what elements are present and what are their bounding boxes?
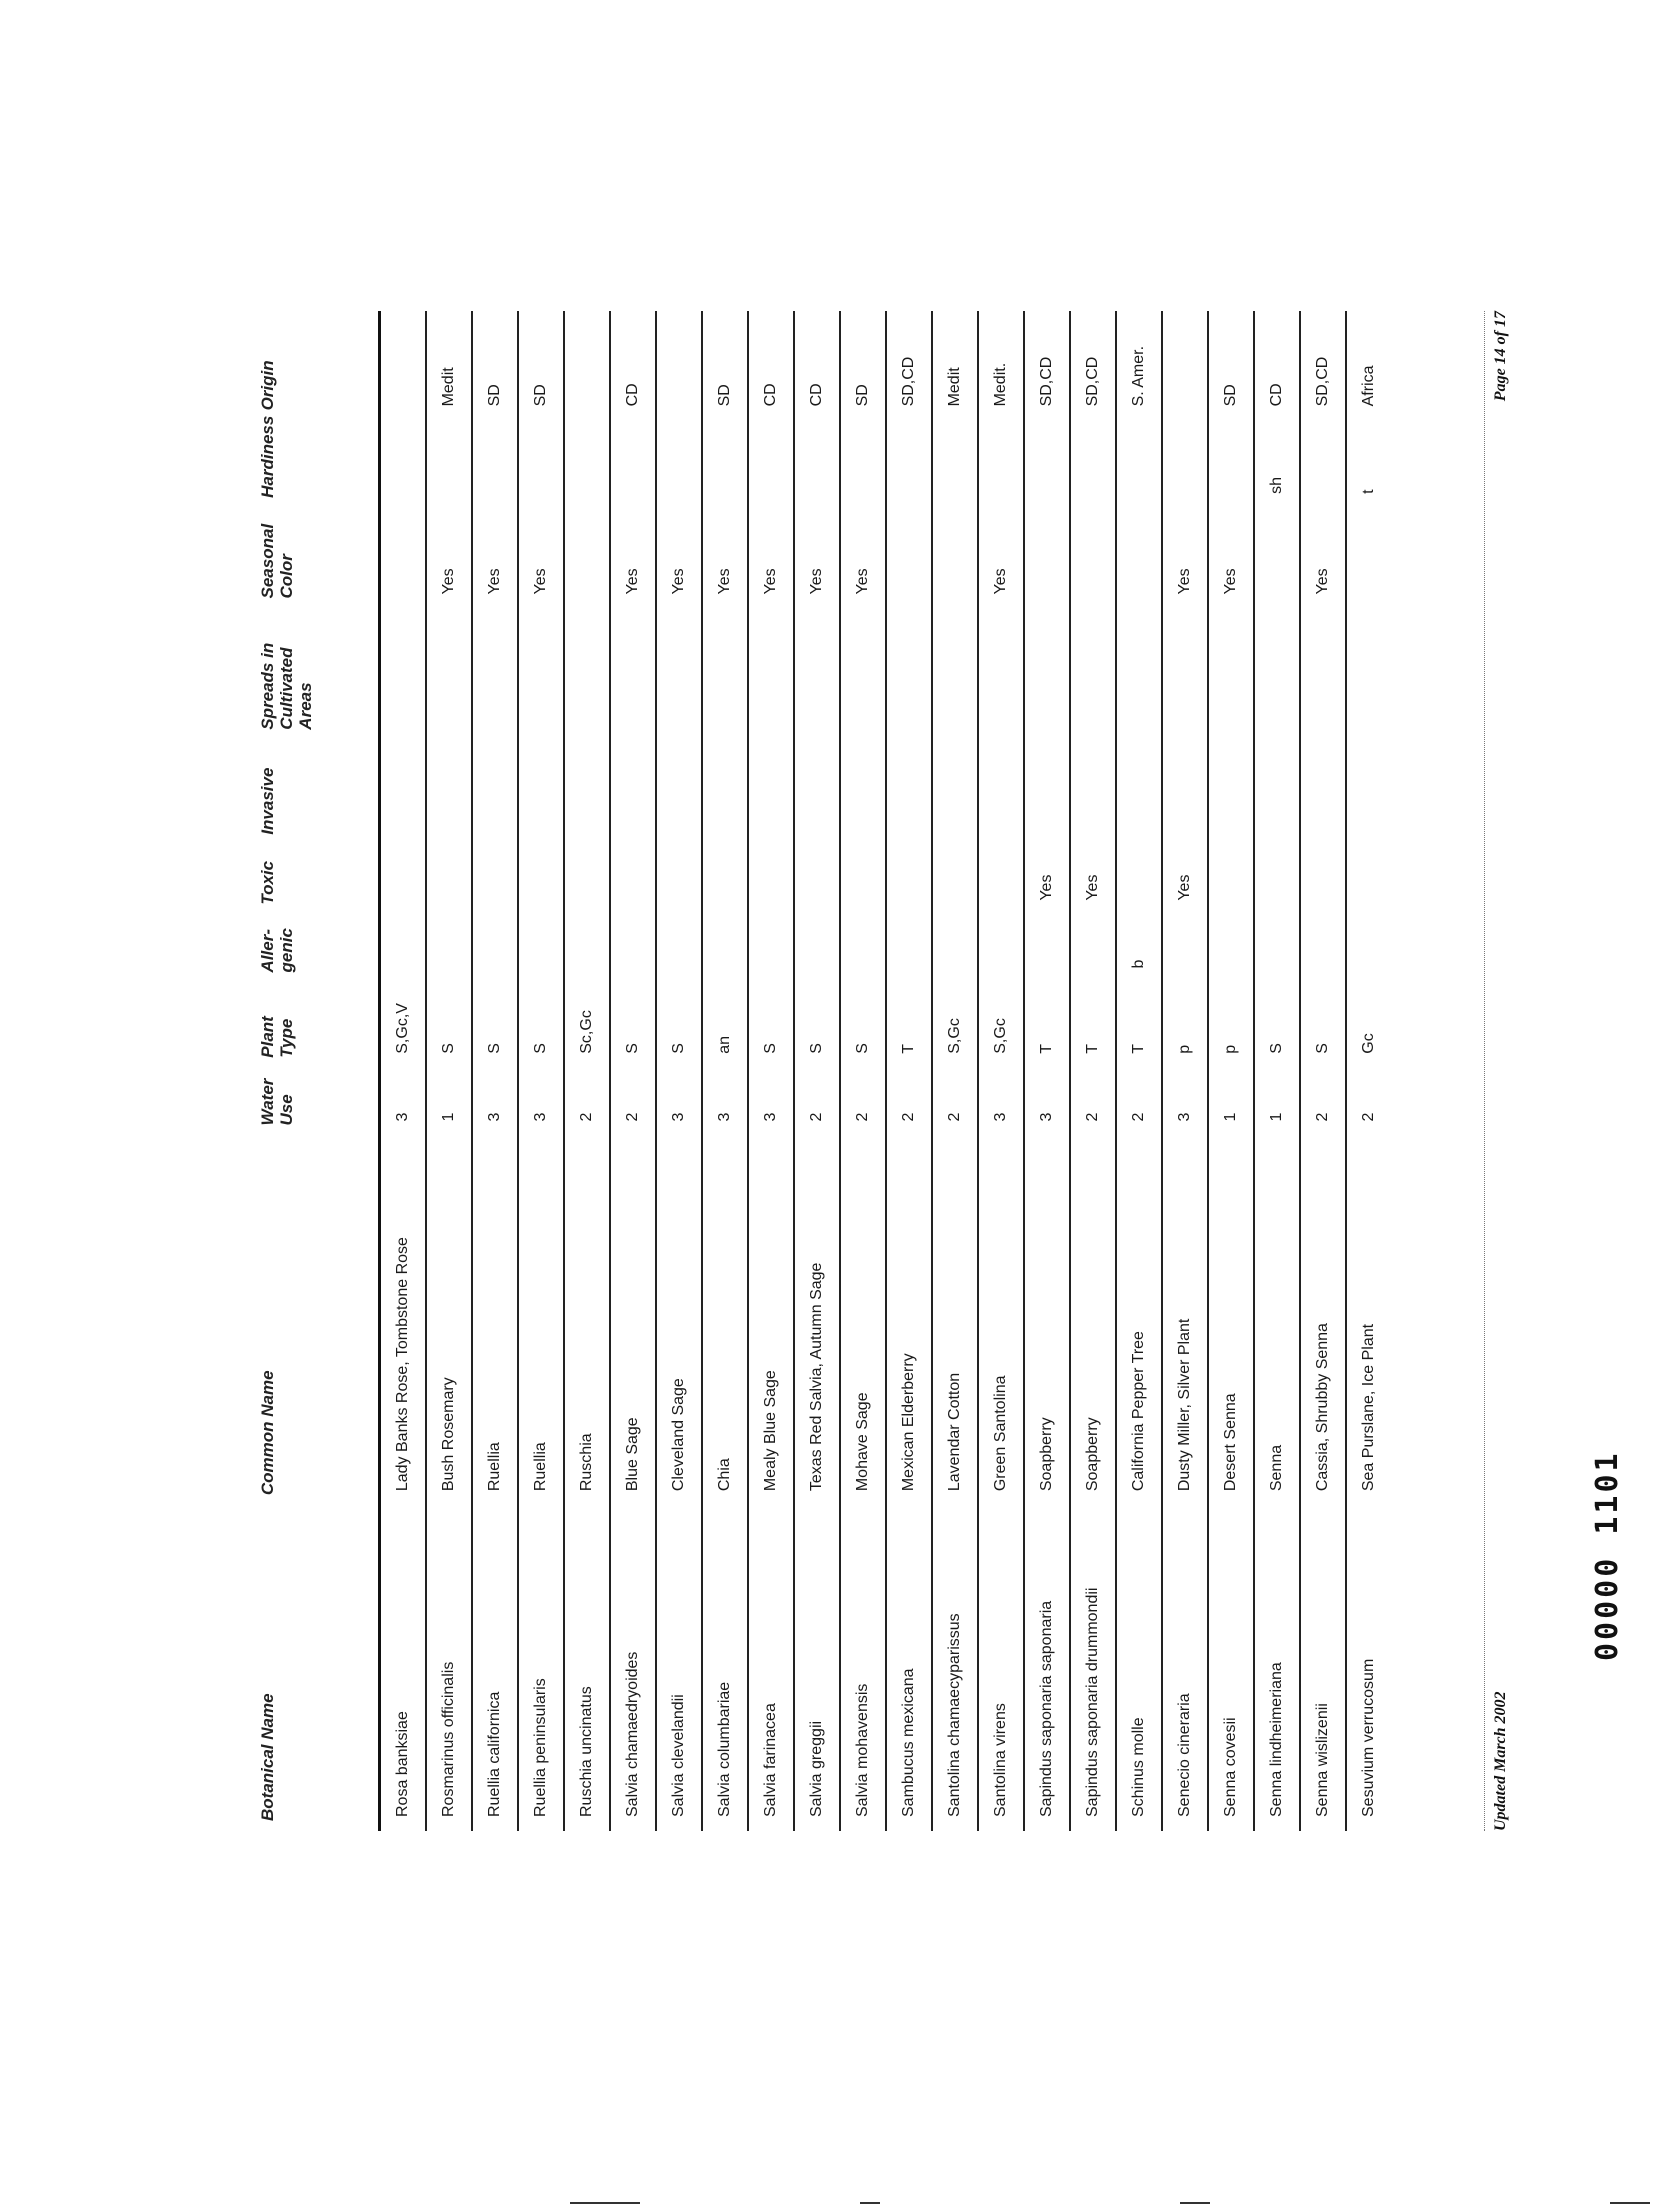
cell-toxic bbox=[1254, 845, 1300, 915]
cell-hardiness bbox=[1208, 420, 1254, 507]
cell-hardiness bbox=[1116, 420, 1162, 507]
cell-botanical: Salvia chamaedryoides bbox=[610, 1505, 656, 1831]
cell-invasive bbox=[1070, 740, 1116, 845]
cell-hardiness bbox=[1070, 420, 1116, 507]
table-row bbox=[1024, 311, 1070, 1831]
cell-origin: Medit bbox=[932, 311, 978, 420]
cell-plant: S bbox=[1300, 982, 1346, 1067]
cell-origin: SD bbox=[702, 311, 748, 420]
cell-origin bbox=[380, 311, 427, 420]
cell-allergenic bbox=[1070, 915, 1116, 983]
table-row bbox=[1254, 311, 1300, 1831]
cell-water: 1 bbox=[426, 1068, 472, 1136]
cell-water: 3 bbox=[702, 1068, 748, 1136]
cell-allergenic bbox=[1024, 915, 1070, 983]
cell-plant: S bbox=[518, 982, 564, 1067]
cell-toxic bbox=[886, 845, 932, 915]
header-origin: Origin bbox=[258, 360, 277, 411]
cell-toxic bbox=[748, 845, 794, 915]
cell-toxic bbox=[1116, 845, 1162, 915]
cell-invasive bbox=[1254, 740, 1300, 845]
cell-common: Ruellia bbox=[518, 1136, 564, 1506]
page-footer bbox=[1480, 311, 1520, 1831]
cell-seasonal bbox=[1254, 508, 1300, 609]
cell-allergenic bbox=[1346, 915, 1391, 983]
cell-water: 3 bbox=[518, 1068, 564, 1136]
cell-seasonal bbox=[932, 508, 978, 609]
cell-allergenic bbox=[840, 915, 886, 983]
cell-water: 2 bbox=[564, 1068, 610, 1136]
cell-plant: Gc bbox=[1346, 982, 1391, 1067]
cell-common: Cassia, Shrubby Senna bbox=[1300, 1136, 1346, 1506]
cell-invasive bbox=[1346, 740, 1391, 845]
cell-seasonal: Yes bbox=[1208, 508, 1254, 609]
header-common-name: Common Name bbox=[258, 1370, 277, 1496]
cell-seasonal: Yes bbox=[1300, 508, 1346, 609]
cell-toxic bbox=[932, 845, 978, 915]
cell-hardiness bbox=[748, 420, 794, 507]
cell-origin bbox=[656, 311, 702, 420]
cell-allergenic bbox=[932, 915, 978, 983]
cell-botanical: Sambucus mexicana bbox=[886, 1505, 932, 1831]
cell-plant: S bbox=[840, 982, 886, 1067]
cell-botanical: Senna wislizenii bbox=[1300, 1505, 1346, 1831]
table-row bbox=[518, 311, 564, 1831]
cell-botanical: Salvia farinacea bbox=[748, 1505, 794, 1831]
cell-allergenic bbox=[1208, 915, 1254, 983]
cell-toxic bbox=[472, 845, 518, 915]
cell-allergenic bbox=[1162, 915, 1208, 983]
cell-spreads bbox=[380, 608, 427, 739]
cell-invasive bbox=[702, 740, 748, 845]
cell-seasonal: Yes bbox=[978, 508, 1024, 609]
cell-water: 2 bbox=[794, 1068, 840, 1136]
cell-seasonal bbox=[380, 508, 427, 609]
cell-plant: T bbox=[1116, 982, 1162, 1067]
cell-origin: SD bbox=[1208, 311, 1254, 420]
cell-botanical: Santolina virens bbox=[978, 1505, 1024, 1831]
cell-common: Texas Red Salvia, Autumn Sage bbox=[794, 1136, 840, 1506]
table-row bbox=[380, 311, 427, 1831]
cell-plant: S,Gc,V bbox=[394, 1003, 411, 1054]
table-row bbox=[1208, 311, 1254, 1831]
header-botanical-name: Botanical Name bbox=[258, 1693, 277, 1821]
cell-spreads bbox=[1070, 608, 1116, 739]
cell-origin: Africa bbox=[1346, 311, 1391, 420]
cell-origin: Medit bbox=[426, 311, 472, 420]
cell-invasive bbox=[472, 740, 518, 845]
cell-toxic bbox=[1300, 845, 1346, 915]
cell-allergenic bbox=[1254, 915, 1300, 983]
cell-botanical: Ruellia peninsularis bbox=[518, 1505, 564, 1831]
cell-plant: Sc,Gc bbox=[564, 982, 610, 1067]
cell-common: Blue Sage bbox=[610, 1136, 656, 1506]
cell-allergenic bbox=[380, 915, 427, 983]
table-row bbox=[610, 311, 656, 1831]
table-body bbox=[380, 311, 1392, 1831]
cell-plant: an bbox=[702, 982, 748, 1067]
cell-toxic: Yes bbox=[1024, 845, 1070, 915]
cell-toxic bbox=[426, 845, 472, 915]
table-row bbox=[564, 311, 610, 1831]
cell-invasive bbox=[1116, 740, 1162, 845]
cell-spreads bbox=[794, 608, 840, 739]
cell-botanical: Salvia clevelandii bbox=[656, 1505, 702, 1831]
document-stamp: 00000 1101 bbox=[1590, 1450, 1625, 1661]
plant-table bbox=[238, 311, 1391, 1831]
cell-plant: S,Gc bbox=[932, 982, 978, 1067]
table-row bbox=[656, 311, 702, 1831]
cell-common: Sea Purslane, Ice Plant bbox=[1346, 1136, 1391, 1506]
table-row bbox=[932, 311, 978, 1831]
cell-common: Ruellia bbox=[472, 1136, 518, 1506]
cell-origin: SD,CD bbox=[886, 311, 932, 420]
cell-hardiness bbox=[564, 420, 610, 507]
cell-botanical: Senna lindheimeriana bbox=[1254, 1505, 1300, 1831]
cell-allergenic bbox=[702, 915, 748, 983]
cell-common: Chia bbox=[702, 1136, 748, 1506]
cell-hardiness bbox=[610, 420, 656, 507]
cell-seasonal: Yes bbox=[794, 508, 840, 609]
cell-hardiness bbox=[840, 420, 886, 507]
cell-seasonal bbox=[1116, 508, 1162, 609]
cell-toxic bbox=[380, 845, 427, 915]
margin-mark bbox=[860, 2202, 880, 2204]
cell-plant: S bbox=[1254, 982, 1300, 1067]
cell-botanical: Salvia greggii bbox=[794, 1505, 840, 1831]
cell-spreads bbox=[1162, 608, 1208, 739]
cell-seasonal: Yes bbox=[748, 508, 794, 609]
cell-allergenic bbox=[794, 915, 840, 983]
cell-toxic bbox=[794, 845, 840, 915]
cell-invasive bbox=[380, 740, 427, 845]
cell-common: Lady Banks Rose, Tombstone Rose bbox=[394, 1237, 411, 1492]
header-spreads: Spreads in Cultivated Areas bbox=[258, 642, 315, 730]
cell-seasonal bbox=[1070, 508, 1116, 609]
cell-origin bbox=[564, 311, 610, 420]
cell-allergenic bbox=[656, 915, 702, 983]
cell-common: Cleveland Sage bbox=[656, 1136, 702, 1506]
margin-mark bbox=[1180, 2202, 1210, 2204]
cell-water: 2 bbox=[1300, 1068, 1346, 1136]
cell-allergenic bbox=[426, 915, 472, 983]
cell-origin: CD bbox=[748, 311, 794, 420]
cell-plant: S bbox=[610, 982, 656, 1067]
header-hardiness: Hardiness bbox=[258, 415, 277, 498]
cell-invasive bbox=[748, 740, 794, 845]
cell-common: Dusty Miller, Silver Plant bbox=[1162, 1136, 1208, 1506]
cell-invasive bbox=[932, 740, 978, 845]
cell-botanical: Sapindus saponaria saponaria bbox=[1024, 1505, 1070, 1831]
cell-spreads bbox=[1300, 608, 1346, 739]
cell-plant: S bbox=[748, 982, 794, 1067]
cell-water: 1 bbox=[1208, 1068, 1254, 1136]
cell-common: Mohave Sage bbox=[840, 1136, 886, 1506]
cell-water: 3 bbox=[394, 1112, 411, 1122]
header-toxic: Toxic bbox=[258, 860, 277, 905]
cell-seasonal: Yes bbox=[702, 508, 748, 609]
cell-allergenic bbox=[564, 915, 610, 983]
cell-hardiness bbox=[472, 420, 518, 507]
cell-seasonal: Yes bbox=[840, 508, 886, 609]
table-row bbox=[702, 311, 748, 1831]
cell-allergenic bbox=[1300, 915, 1346, 983]
cell-toxic: Yes bbox=[1162, 845, 1208, 915]
cell-seasonal: Yes bbox=[1162, 508, 1208, 609]
cell-hardiness bbox=[1300, 420, 1346, 507]
table-row bbox=[886, 311, 932, 1831]
cell-origin: SD bbox=[840, 311, 886, 420]
cell-plant: T bbox=[1024, 982, 1070, 1067]
cell-botanical: Senecio cineraria bbox=[1162, 1505, 1208, 1831]
cell-invasive bbox=[564, 740, 610, 845]
cell-plant: S bbox=[656, 982, 702, 1067]
cell-common: Soapberry bbox=[1024, 1136, 1070, 1506]
cell-spreads bbox=[932, 608, 978, 739]
cell-spreads bbox=[840, 608, 886, 739]
cell-botanical: Salvia columbariae bbox=[702, 1505, 748, 1831]
table-row bbox=[748, 311, 794, 1831]
cell-toxic bbox=[656, 845, 702, 915]
cell-plant: S,Gc bbox=[978, 982, 1024, 1067]
cell-spreads bbox=[564, 608, 610, 739]
cell-hardiness bbox=[518, 420, 564, 507]
cell-origin: Medit. bbox=[978, 311, 1024, 420]
cell-invasive bbox=[840, 740, 886, 845]
cell-spreads bbox=[886, 608, 932, 739]
cell-common: Senna bbox=[1254, 1136, 1300, 1506]
cell-invasive bbox=[1300, 740, 1346, 845]
cell-plant: T bbox=[886, 982, 932, 1067]
cell-water: 3 bbox=[472, 1068, 518, 1136]
cell-hardiness bbox=[1024, 420, 1070, 507]
cell-common: Bush Rosemary bbox=[426, 1136, 472, 1506]
cell-invasive bbox=[794, 740, 840, 845]
table-row bbox=[1162, 311, 1208, 1831]
cell-spreads bbox=[748, 608, 794, 739]
cell-plant: S bbox=[794, 982, 840, 1067]
cell-spreads bbox=[1116, 608, 1162, 739]
cell-allergenic: b bbox=[1116, 915, 1162, 983]
cell-water: 2 bbox=[1116, 1068, 1162, 1136]
cell-water: 2 bbox=[932, 1068, 978, 1136]
cell-invasive bbox=[1208, 740, 1254, 845]
cell-water: 2 bbox=[610, 1068, 656, 1136]
cell-common: Mexican Elderberry bbox=[886, 1136, 932, 1506]
cell-toxic bbox=[518, 845, 564, 915]
cell-common: Desert Senna bbox=[1208, 1136, 1254, 1506]
cell-water: 3 bbox=[656, 1068, 702, 1136]
cell-water: 2 bbox=[886, 1068, 932, 1136]
margin-mark bbox=[570, 2202, 640, 2204]
cell-seasonal: Yes bbox=[610, 508, 656, 609]
page-number: Page 14 of 17 bbox=[1492, 311, 1509, 402]
cell-seasonal: Yes bbox=[518, 508, 564, 609]
cell-origin: SD,CD bbox=[1024, 311, 1070, 420]
cell-plant: p bbox=[1208, 982, 1254, 1067]
cell-botanical: Ruschia uncinatus bbox=[564, 1505, 610, 1831]
header-seasonal-color: Seasonal Color bbox=[258, 523, 296, 599]
cell-hardiness bbox=[1162, 420, 1208, 507]
cell-toxic bbox=[702, 845, 748, 915]
cell-spreads bbox=[472, 608, 518, 739]
cell-spreads bbox=[656, 608, 702, 739]
header-water-use: Water Use bbox=[258, 1078, 296, 1126]
cell-origin: SD bbox=[472, 311, 518, 420]
cell-origin: S. Amer. bbox=[1116, 311, 1162, 420]
footer-rule bbox=[1484, 311, 1485, 1831]
cell-invasive bbox=[656, 740, 702, 845]
cell-allergenic bbox=[610, 915, 656, 983]
cell-spreads bbox=[426, 608, 472, 739]
cell-hardiness bbox=[794, 420, 840, 507]
cell-invasive bbox=[978, 740, 1024, 845]
header-allergenic: Aller- genic bbox=[258, 928, 296, 973]
cell-toxic: Yes bbox=[1070, 845, 1116, 915]
cell-botanical: Senna covesii bbox=[1208, 1505, 1254, 1831]
cell-hardiness bbox=[932, 420, 978, 507]
cell-spreads bbox=[518, 608, 564, 739]
cell-origin: CD bbox=[1254, 311, 1300, 420]
cell-invasive bbox=[610, 740, 656, 845]
cell-spreads bbox=[702, 608, 748, 739]
cell-common: Lavendar Cotton bbox=[932, 1136, 978, 1506]
cell-seasonal bbox=[886, 508, 932, 609]
cell-water: 3 bbox=[1024, 1068, 1070, 1136]
cell-plant: p bbox=[1162, 982, 1208, 1067]
cell-botanical: Schinus molle bbox=[1116, 1505, 1162, 1831]
cell-common: California Pepper Tree bbox=[1116, 1136, 1162, 1506]
table-row bbox=[794, 311, 840, 1831]
cell-allergenic bbox=[748, 915, 794, 983]
margin-mark bbox=[1610, 2202, 1650, 2204]
cell-toxic bbox=[1208, 845, 1254, 915]
cell-hardiness bbox=[380, 420, 427, 507]
cell-botanical: Sapindus saponaria drummondii bbox=[1070, 1505, 1116, 1831]
cell-spreads bbox=[610, 608, 656, 739]
cell-origin: SD,CD bbox=[1300, 311, 1346, 420]
table-row bbox=[1346, 311, 1391, 1831]
cell-water: 2 bbox=[840, 1068, 886, 1136]
cell-allergenic bbox=[886, 915, 932, 983]
cell-hardiness bbox=[656, 420, 702, 507]
cell-hardiness bbox=[978, 420, 1024, 507]
cell-invasive bbox=[426, 740, 472, 845]
cell-spreads bbox=[1254, 608, 1300, 739]
cell-botanical: Ruellia californica bbox=[472, 1505, 518, 1831]
cell-water: 3 bbox=[978, 1068, 1024, 1136]
header-plant-type: Plant Type bbox=[258, 1016, 296, 1058]
table-row bbox=[1116, 311, 1162, 1831]
cell-spreads bbox=[1024, 608, 1070, 739]
cell-plant: S bbox=[426, 982, 472, 1067]
cell-common: Soapberry bbox=[1070, 1136, 1116, 1506]
table-header-row bbox=[238, 311, 380, 1831]
cell-origin: CD bbox=[610, 311, 656, 420]
cell-spreads bbox=[1346, 608, 1391, 739]
cell-allergenic bbox=[978, 915, 1024, 983]
cell-origin bbox=[1162, 311, 1208, 420]
cell-botanical: Sesuvium verrucosum bbox=[1346, 1505, 1391, 1831]
cell-seasonal bbox=[1024, 508, 1070, 609]
cell-hardiness bbox=[426, 420, 472, 507]
cell-water: 3 bbox=[748, 1068, 794, 1136]
cell-toxic bbox=[564, 845, 610, 915]
table-row bbox=[472, 311, 518, 1831]
cell-seasonal bbox=[564, 508, 610, 609]
table-row bbox=[426, 311, 472, 1831]
cell-origin: CD bbox=[794, 311, 840, 420]
cell-plant: S bbox=[472, 982, 518, 1067]
cell-hardiness bbox=[702, 420, 748, 507]
cell-water: 2 bbox=[1346, 1068, 1391, 1136]
cell-water: 3 bbox=[1162, 1068, 1208, 1136]
cell-origin: SD bbox=[518, 311, 564, 420]
cell-toxic bbox=[978, 845, 1024, 915]
table-row bbox=[978, 311, 1024, 1831]
cell-seasonal: Yes bbox=[426, 508, 472, 609]
cell-seasonal: Yes bbox=[656, 508, 702, 609]
cell-toxic bbox=[1346, 845, 1391, 915]
cell-invasive bbox=[1162, 740, 1208, 845]
table-row bbox=[1070, 311, 1116, 1831]
cell-botanical: Rosa banksiae bbox=[394, 1711, 411, 1817]
cell-origin: SD,CD bbox=[1070, 311, 1116, 420]
cell-water: 1 bbox=[1254, 1068, 1300, 1136]
cell-common: Mealy Blue Sage bbox=[748, 1136, 794, 1506]
cell-water: 2 bbox=[1070, 1068, 1116, 1136]
cell-allergenic bbox=[472, 915, 518, 983]
cell-botanical: Rosmarinus officinalis bbox=[426, 1505, 472, 1831]
table-row bbox=[840, 311, 886, 1831]
cell-spreads bbox=[978, 608, 1024, 739]
cell-common: Green Santolina bbox=[978, 1136, 1024, 1506]
cell-toxic bbox=[610, 845, 656, 915]
cell-common: Ruschia bbox=[564, 1136, 610, 1506]
header-invasive: Invasive bbox=[258, 767, 277, 835]
cell-allergenic bbox=[518, 915, 564, 983]
cell-botanical: Salvia mohavensis bbox=[840, 1505, 886, 1831]
cell-seasonal: Yes bbox=[472, 508, 518, 609]
table-row bbox=[1300, 311, 1346, 1831]
cell-botanical: Santolina chamaecyparissus bbox=[932, 1505, 978, 1831]
cell-toxic bbox=[840, 845, 886, 915]
cell-spreads bbox=[1208, 608, 1254, 739]
cell-invasive bbox=[1024, 740, 1070, 845]
cell-hardiness bbox=[886, 420, 932, 507]
cell-hardiness: sh bbox=[1254, 420, 1300, 507]
cell-hardiness: t bbox=[1346, 420, 1391, 507]
updated-date: Updated March 2002 bbox=[1492, 1691, 1509, 1831]
cell-invasive bbox=[518, 740, 564, 845]
cell-seasonal bbox=[1346, 508, 1391, 609]
cell-plant: T bbox=[1070, 982, 1116, 1067]
cell-invasive bbox=[886, 740, 932, 845]
